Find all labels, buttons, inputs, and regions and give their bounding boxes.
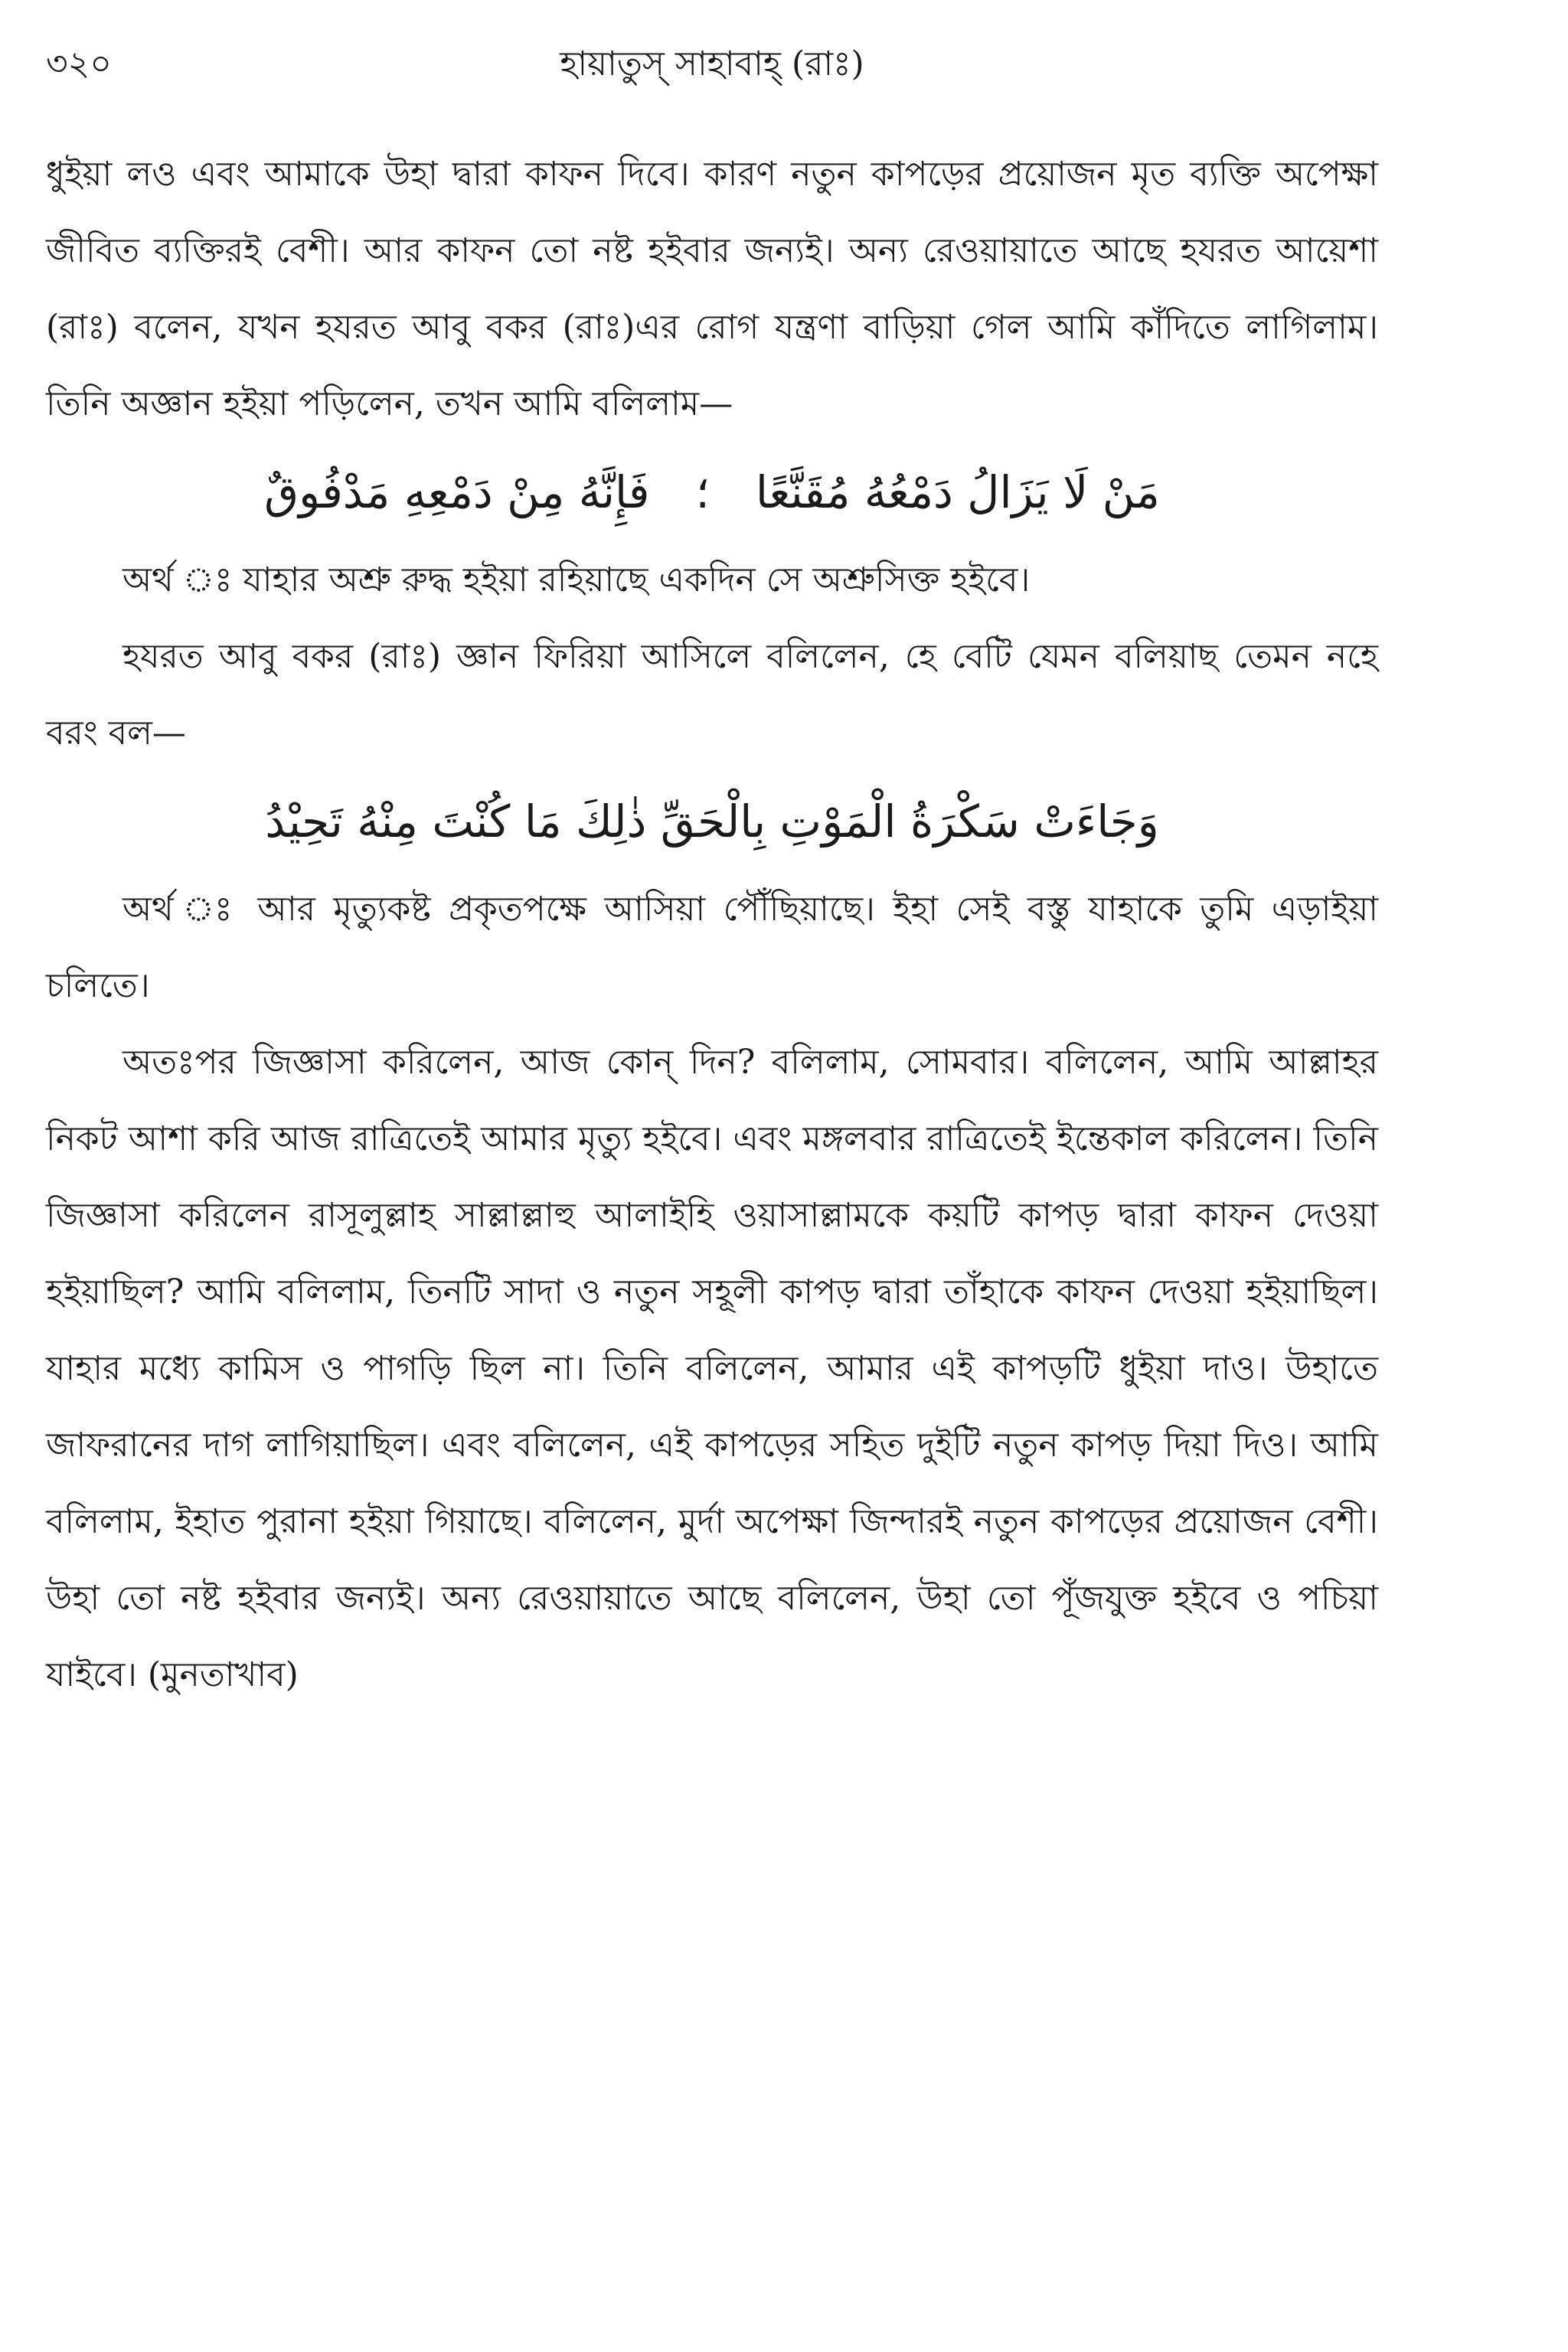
arabic-verse-1-part-b: فَإِنَّهُ مِنْ دَمْعِهِ مَدْفُوقٌ [264,466,650,518]
page-header [46,34,1378,95]
arabic-verse-1-separator: ؛ [695,466,710,518]
paragraph-meaning-1: অর্থ ঃ যাহার অশ্রু রুদ্ধ হইয়া রহিয়াছে একদিন সে অশ্রুসিক্ত হইবে। [122,560,1031,599]
paragraph-meaning-2: অর্থ ঃ আর মৃত্যুকষ্ট প্রকৃতপক্ষে আসিয়া পৌঁছিয়াছে। ইহা সেই বস্তু যাহাকে তুমি এড়াইয়া চলিতে। [46,890,1378,1005]
running-title: হায়াতুস্ সাহাবাহ্ (রাঃ) [560,44,864,83]
body-text [46,136,1378,1713]
paragraph-1: ধুইয়া লও এবং আমাকে উহা দ্বারা কাফন দিবে। কারণ নতুন কাপড়ের প্রয়োজন মৃত ব্যক্তি অপেক্ষা জীবিত ব্যক্তিরই বেশী। আর কাফন তো নষ্ট হইবার জন্যই। অন্য রেওয়ায়াতে আছে হযরত আয়েশা (রাঃ) বলেন, যখন হযরত আবু বকর (রাঃ)এর রোগ যন্ত্রণা বাড়িয়া গেল আমি কাঁদিতে লাগিলাম। তিনি অজ্ঞান হইয়া পড়িলেন, তখন আমি বলিলাম— [46,155,1378,423]
arabic-verse-1-part-a: مَنْ لَا يَزَالُ دَمْعُهُ مُقَنَّعًا [755,466,1160,518]
arabic-verse-2: وَجَاءَتْ سَكْرَةُ الْمَوْتِ بِالْحَقِّ ذٰلِكَ مَا كُنْتَ مِنْهُ تَحِيْدُ [265,795,1159,848]
arabic-verse-1 [46,443,1378,542]
paragraph-2: হযরত আবু বকর (রাঃ) জ্ঞান ফিরিয়া আসিলে বলিলেন, হে বেটি যেমন বলিয়াছ তেমন নহে বরং বল— [46,637,1378,753]
page-number: ৩২০ [46,44,112,83]
paragraph-3: অতঃপর জিজ্ঞাসা করিলেন, আজ কোন্ দিন? বলিলাম, সোমবার। বলিলেন, আমি আল্লাহর নিকট আশা করি আজ রাত্রিতেই আমার মৃত্যু হইবে। এবং মঙ্গলবার রাত্রিতেই ইন্তেকাল করিলেন। তিনি জিজ্ঞাসা করিলেন রাসূলুল্লাহ সাল্লাল্লাহু আলাইহি ওয়াসাল্লামকে কয়টি কাপড় দ্বারা কাফন দেওয়া হইয়াছিল? আমি বলিলাম, তিনটি সাদা ও নতুন সহূলী কাপড় দ্বারা তাঁহাকে কাফন দেওয়া হইয়াছিল। যাহার মধ্যে কামিস ও পাগড়ি ছিল না। তিনি বলিলেন, আমার এই কাপড়টি ধুইয়া দাও। উহাতে জাফরানের দাগ লাগিয়াছিল। এবং বলিলেন, এই কাপড়ের সহিত দুইটি নতুন কাপড় দিয়া দিও। আমি বলিলাম, ইহাত পুরানা হইয়া গিয়াছে। বলিলেন, মুর্দা অপেক্ষা জিন্দারই নতুন কাপড়ের প্রয়োজন বেশী। উহা তো নষ্ট হইবার জন্যই। অন্য রেওয়ায়াতে আছে বলিলেন, উহা তো পূঁজযুক্ত হইবে ও পচিয়া যাইবে। (মুনতাখাব) [46,1043,1378,1694]
